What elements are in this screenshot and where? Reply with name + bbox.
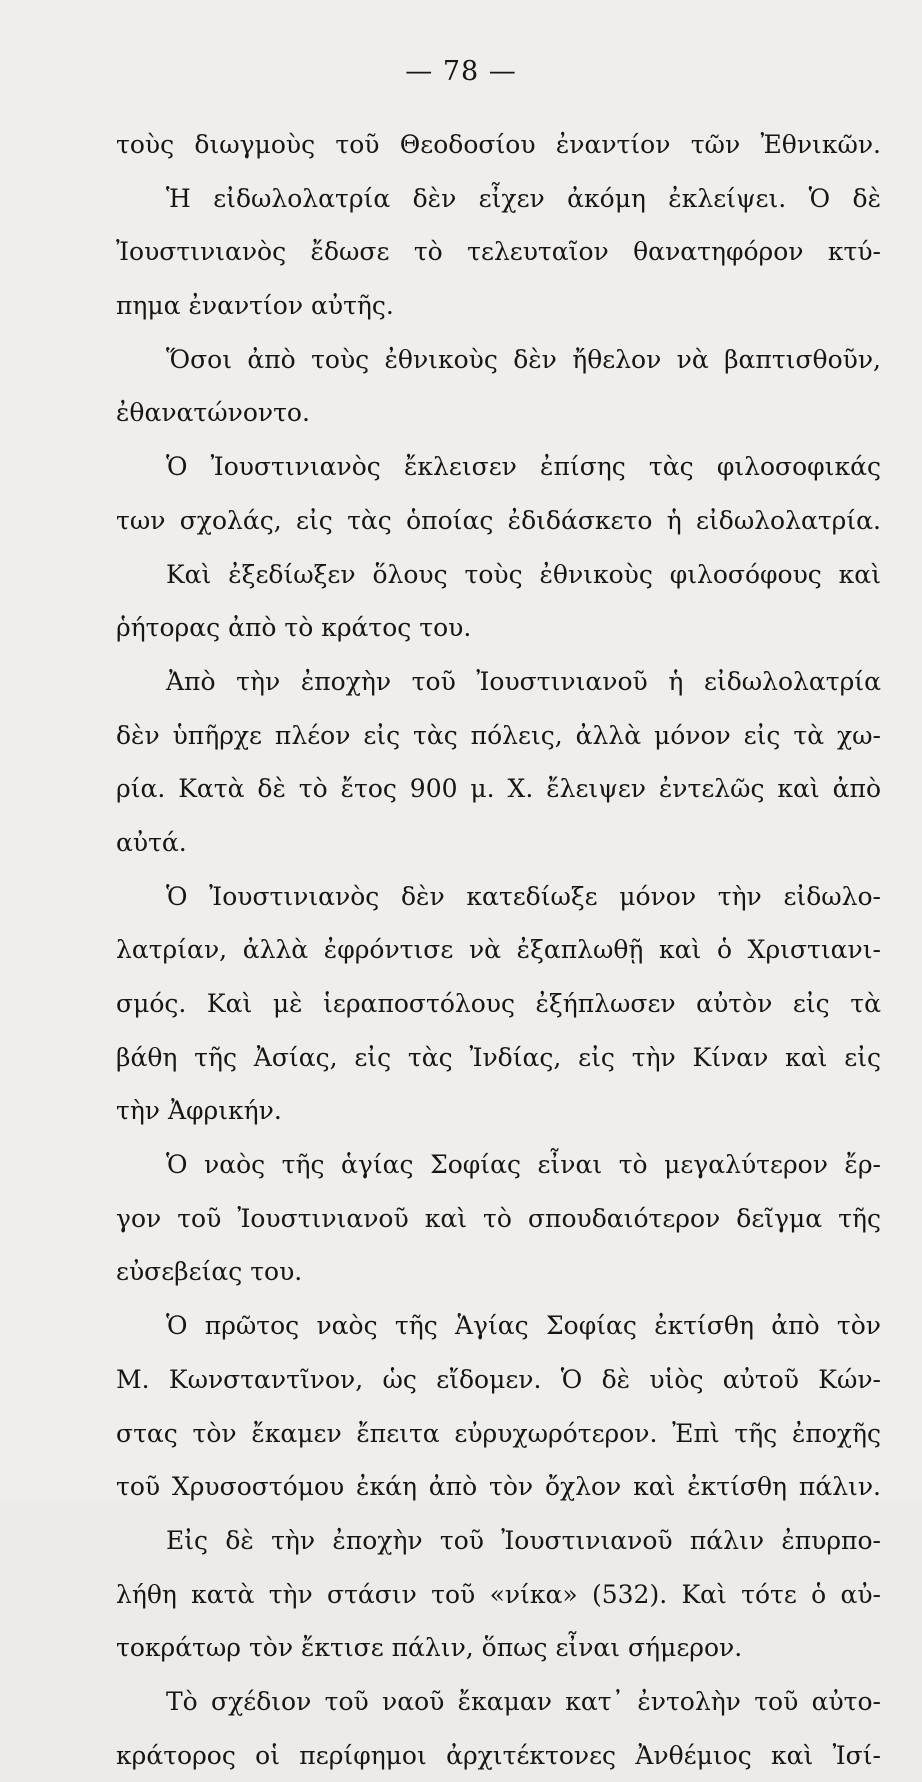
text-line: πημα ἐναντίον αὐτῆς.	[116, 291, 394, 321]
text-line: των σχολάς, εἰς τὰς ὁποίας ἐδιδάσκετο ἡ εἰδωλολατρία.	[116, 505, 881, 535]
text-line: Ὁ Ἰουστινιανὸς ἔκλεισεν ἐπίσης τὰς φιλοσοφικάς	[166, 452, 881, 482]
text-line: Καὶ ἐξεδίωξεν ὅλους τοὺς ἐθνικοὺς φιλοσόφους καὶ	[166, 559, 881, 589]
text-line: κράτορος οἱ περίφημοι ἀρχιτέκτονες Ἀνθέμιος καὶ Ἰσί-	[116, 1740, 881, 1770]
text-line: λατρίαν, ἀλλὰ ἐφρόντισε νὰ ἐξαπλωθῇ καὶ ὁ Χριστιανι-	[116, 935, 881, 965]
text-line: εὐσεβείας του.	[116, 1257, 303, 1287]
text-line: λήθη κατὰ τὴν στάσιν τοῦ «νίκα» (532). Καὶ τότε ὁ αὐ-	[116, 1579, 881, 1609]
text-line: ἐθανατώνοντο.	[116, 398, 310, 428]
text-line: αὐτά.	[116, 827, 187, 857]
text-line: Τὸ σχέδιον τοῦ ναοῦ ἔκαμαν κατ᾿ ἐντολὴν τοῦ αὐτο-	[166, 1686, 881, 1716]
text-line: Μ. Κωνσταντῖνον, ὡς εἴδομεν. Ὁ δὲ υἱὸς αὐτοῦ Κών-	[116, 1364, 881, 1394]
text-line: τοῦ Χρυσοστόμου ἐκάη ἀπὸ τὸν ὄχλον καὶ ἐκτίσθη πάλιν.	[116, 1472, 881, 1502]
body-text	[116, 118, 881, 1782]
text-line: τοκράτωρ τὸν ἔκτισε πάλιν, ὅπως εἶναι σήμερον.	[116, 1633, 743, 1663]
text-line: ρία. Κατὰ δὲ τὸ ἔτος 900 μ. Χ. ἔλειψεν ἐντελῶς καὶ ἀπὸ	[116, 774, 881, 804]
text-line: στας τὸν ἔκαμεν ἔπειτα εὐρυχωρότερον. Ἐπὶ τῆς ἐποχῆς	[116, 1418, 881, 1448]
text-line: Ἡ εἰδωλολατρία δὲν εἶχεν ἀκόμη ἐκλείψει. Ὁ δὲ	[166, 183, 881, 213]
text-line: σμός. Καὶ μὲ ἱεραποστόλους ἐξήπλωσεν αὐτὸν εἰς τὰ	[116, 989, 881, 1018]
text-line: Ὁ Ἰουστινιανὸς δὲν κατεδίωξε μόνον τὴν εἰδωλο-	[166, 881, 881, 911]
text-line: Ὁ ναὸς τῆς ἁγίας Σοφίας εἶναι τὸ μεγαλύτερον ἔρ-	[166, 1150, 881, 1180]
text-line: γον τοῦ Ἰουστινιανοῦ καὶ τὸ σπουδαιότερον δεῖγμα τῆς	[116, 1203, 881, 1233]
text-line: ῥήτορας ἀπὸ τὸ κράτος του.	[116, 613, 472, 643]
text-line: Ὁ πρῶτος ναὸς τῆς Ἁγίας Σοφίας ἐκτίσθη ἀπὸ τὸν	[166, 1311, 881, 1341]
text-line: τοὺς διωγμοὺς τοῦ Θεοδοσίου ἐναντίον τῶν Ἐθνικῶν.	[116, 130, 881, 159]
page-number: — 78 —	[405, 56, 517, 87]
text-line: Ἰουστινιανὸς ἔδωσε τὸ τελευταῖον θανατηφόρον κτύ-	[116, 237, 881, 267]
text-line: τὴν Ἀφρικήν.	[116, 1096, 282, 1126]
text-line: βάθη τῆς Ἀσίας, εἰς τὰς Ἰνδίας, εἰς τὴν Κίναν καὶ εἰς	[116, 1042, 881, 1072]
text-line: δὲν ὑπῆρχε πλέον εἰς τὰς πόλεις, ἀλλὰ μόνον εἰς τὰ χω-	[116, 720, 881, 750]
text-line: Ὅσοι ἀπὸ τοὺς ἐθνικοὺς δὲν ἤθελον νὰ βαπτισθοῦν,	[166, 344, 881, 374]
text-line: Ἀπὸ τὴν ἐποχὴν τοῦ Ἰουστινιανοῦ ἡ εἰδωλολατρία	[166, 666, 881, 696]
text-line: Εἰς δὲ τὴν ἐποχὴν τοῦ Ἰουστινιανοῦ πάλιν ἐπυρπο-	[166, 1525, 881, 1555]
